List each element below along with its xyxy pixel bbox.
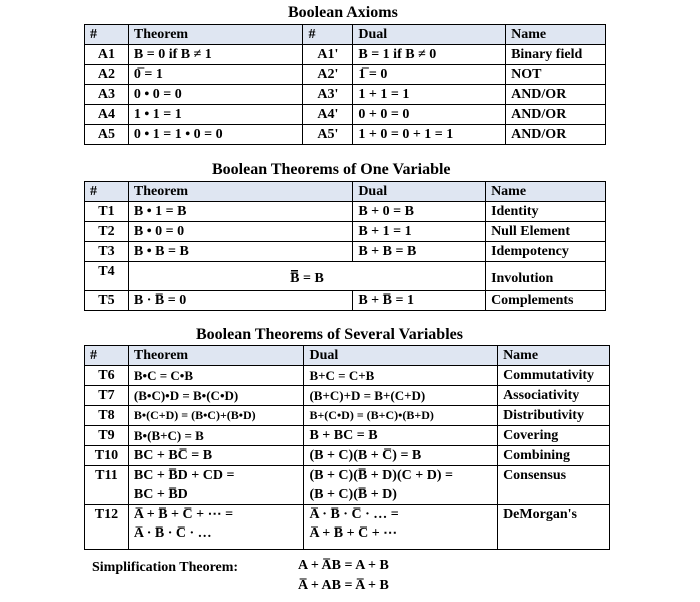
theorem-line: A̅ + B̅ + C̅ + ⋯ = — [133, 507, 234, 522]
table-row — [85, 105, 606, 125]
dual-cell: B + B = B — [353, 242, 486, 262]
row-number: A4' — [303, 105, 353, 125]
table-row — [85, 446, 610, 466]
theorem-cell: B • 0 = 0 — [128, 222, 352, 242]
dual-cell: B + 0 = B — [353, 202, 486, 222]
theorem-line: BC + B̅D + CD = — [133, 468, 235, 483]
simplification-eq-1: A + A̅B = A + B — [298, 558, 389, 573]
name-cell: Associativity — [498, 386, 610, 406]
dual-cell: 0 + 0 = 0 — [353, 105, 506, 125]
dual-line: (B + C)(B̅ + D) — [309, 487, 397, 502]
dual-cell: (B + C)(B + C̅) = B — [304, 446, 498, 466]
simplification-label: Simplification Theorem: — [92, 560, 239, 575]
table-row — [85, 45, 606, 65]
theorem-line: BC + B̅D — [133, 487, 188, 502]
row-number: T9 — [85, 426, 129, 446]
dual-cell: 1̅ = 0 — [353, 65, 506, 85]
table-row — [85, 406, 610, 426]
header-cell: Theorem — [128, 182, 352, 202]
header-cell: Dual — [353, 25, 506, 45]
header-cell: # — [303, 25, 353, 45]
dual-cell: (B+C)+D = B+(C+D) — [304, 386, 498, 406]
header-cell: Name — [498, 346, 610, 366]
dual-cell: B + B̅ = 1 — [353, 291, 486, 311]
one-var-table — [84, 181, 606, 311]
name-cell: Commutativity — [498, 366, 610, 386]
row-number: T6 — [85, 366, 129, 386]
header-cell: Name — [486, 182, 606, 202]
name-cell: AND/OR — [506, 125, 606, 145]
header-cell: # — [85, 182, 129, 202]
theorem-cell: B•(B+C) = B — [128, 426, 304, 446]
row-number: A3 — [85, 85, 129, 105]
table-row — [85, 505, 610, 550]
table-row — [85, 291, 606, 311]
table-header — [85, 25, 606, 45]
name-cell: Identity — [486, 202, 606, 222]
name-cell: NOT — [506, 65, 606, 85]
header-cell: # — [85, 346, 129, 366]
row-number: T2 — [85, 222, 129, 242]
dual-cell: B+C = C+B — [304, 366, 498, 386]
row-number: T11 — [85, 466, 129, 505]
theorem-cell: B•C = C•B — [128, 366, 304, 386]
dual-cell — [304, 466, 498, 505]
theorem-cell: BC + BC̅ = B — [128, 446, 304, 466]
theorem-cell: B̿ = B — [128, 262, 485, 291]
name-cell: Distributivity — [498, 406, 610, 426]
name-cell: DeMorgan's — [498, 505, 610, 550]
dual-line: A̅ · B̅ · C̅ · … = — [309, 507, 399, 522]
theorem-cell: B • B = B — [128, 242, 352, 262]
table-row — [85, 222, 606, 242]
header-cell: Dual — [353, 182, 486, 202]
row-number: A2 — [85, 65, 129, 85]
table-row — [85, 386, 610, 406]
name-cell: Null Element — [486, 222, 606, 242]
header-cell: Name — [506, 25, 606, 45]
dual-cell: B + 1 = 1 — [353, 222, 486, 242]
dual-cell: 1 + 1 = 1 — [353, 85, 506, 105]
dual-cell: B = 1 if B ≠ 0 — [353, 45, 506, 65]
theorem-cell: 0̅ = 1 — [128, 65, 303, 85]
theorem-cell: B = 0 if B ≠ 1 — [128, 45, 303, 65]
table-row — [85, 262, 606, 291]
table-row — [85, 65, 606, 85]
theorem-cell: B•(C+D) = (B•C)+(B•D) — [128, 406, 304, 426]
table-row — [85, 202, 606, 222]
table-row — [85, 366, 610, 386]
several-var-table — [84, 345, 610, 550]
table-header — [85, 346, 610, 366]
theorem-cell: 1 • 1 = 1 — [128, 105, 303, 125]
dual-line: A̅ + B̅ + C̅ + ⋯ — [309, 526, 398, 541]
one-var-title: Boolean Theorems of One Variable — [212, 161, 451, 178]
table-row — [85, 466, 610, 505]
simplification-eq-2: A̅ + AB = A̅ + B — [298, 578, 389, 593]
row-number: T7 — [85, 386, 129, 406]
row-number: T1 — [85, 202, 129, 222]
row-number: A2' — [303, 65, 353, 85]
axioms-table — [84, 24, 606, 145]
name-cell: Consensus — [498, 466, 610, 505]
table-row — [85, 125, 606, 145]
row-number: A5 — [85, 125, 129, 145]
table-row — [85, 426, 610, 446]
header-cell: Theorem — [128, 346, 304, 366]
several-var-title: Boolean Theorems of Several Variables — [196, 326, 463, 343]
theorem-cell: B • 1 = B — [128, 202, 352, 222]
dual-cell: 1 + 0 = 0 + 1 = 1 — [353, 125, 506, 145]
theorem-cell: 0 • 1 = 1 • 0 = 0 — [128, 125, 303, 145]
name-cell: AND/OR — [506, 85, 606, 105]
dual-cell: B + BC = B — [304, 426, 498, 446]
row-number: T8 — [85, 406, 129, 426]
axioms-title: Boolean Axioms — [288, 4, 398, 21]
row-number: T3 — [85, 242, 129, 262]
theorem-line: A̅ · B̅ · C̅ · … — [133, 526, 212, 541]
theorem-cell: B · B̅ = 0 — [128, 291, 352, 311]
name-cell: Covering — [498, 426, 610, 446]
theorem-cell: 0 • 0 = 0 — [128, 85, 303, 105]
header-cell: Dual — [304, 346, 498, 366]
theorem-cell — [128, 505, 304, 550]
name-cell: Combining — [498, 446, 610, 466]
row-number: A1 — [85, 45, 129, 65]
dual-cell — [304, 505, 498, 550]
row-number: T10 — [85, 446, 129, 466]
name-cell: Idempotency — [486, 242, 606, 262]
row-number: A4 — [85, 105, 129, 125]
row-number: T4 — [85, 262, 129, 291]
name-cell: Binary field — [506, 45, 606, 65]
name-cell: Involution — [486, 262, 606, 291]
theorem-cell: (B•C)•D = B•(C•D) — [128, 386, 304, 406]
table-row — [85, 242, 606, 262]
row-number: A3' — [303, 85, 353, 105]
name-cell: Complements — [486, 291, 606, 311]
header-cell: Theorem — [128, 25, 303, 45]
table-row — [85, 85, 606, 105]
row-number: T12 — [85, 505, 129, 550]
theorem-cell — [128, 466, 304, 505]
dual-cell: B+(C•D) = (B+C)•(B+D) — [304, 406, 498, 426]
row-number: A1' — [303, 45, 353, 65]
table-header — [85, 182, 606, 202]
name-cell: AND/OR — [506, 105, 606, 125]
dual-line: (B + C)(B̅ + D)(C + D) = — [309, 468, 453, 483]
header-cell: # — [85, 25, 129, 45]
row-number: T5 — [85, 291, 129, 311]
row-number: A5' — [303, 125, 353, 145]
